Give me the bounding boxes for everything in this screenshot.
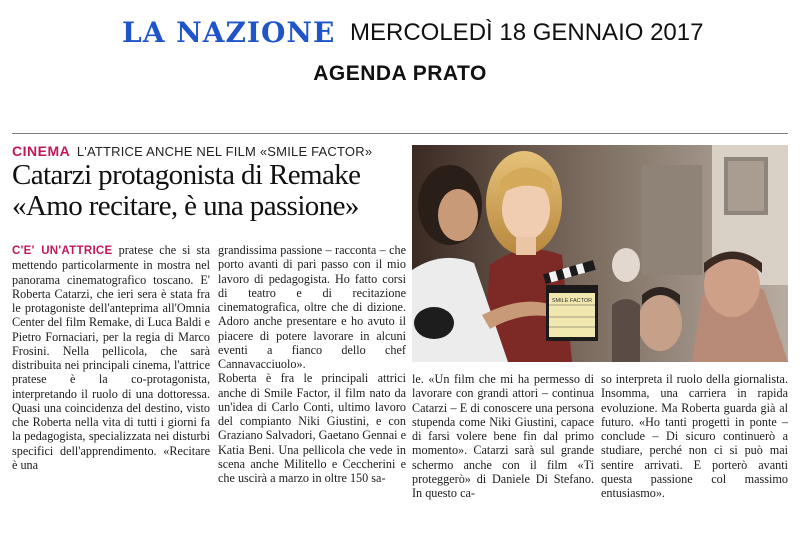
issue-date: MERCOLEDÌ 18 GENNAIO 2017 bbox=[350, 19, 704, 46]
column-1-text: pratese che si sta mettendo particolarmente in mostra nel panorama cinematografico toscano. E' Roberta Catarzi, che ieri sera è stata fra le protagoniste dell'anteprima all'Omnia Center del film Remake, di Luca Baldi e Pietro Fornaciari, per la regia di Marco Frosini. Nella pellicola, che sarà distribuita nei principali cinema, l'attrice pratese è la co-protagonista, interpretando il ruolo di una dottoressa. Quasi una coincidenza del destino, visto che Roberta nella vita di tutti i giorni fa la pedagogista, specializzata nei disturbi specifici dell'apprendimento. «Recitare è una bbox=[12, 243, 211, 472]
newspaper-name: LA NAZIONE bbox=[122, 16, 336, 49]
body-column-2 bbox=[218, 243, 406, 485]
column-2-paragraph-2: Roberta è fra le principali attrici anche di Smile Factor, il film nato da un'idea di Carlo Conti, ultimo lavoro del compianto Niki Giustini, e con Graziano Salvadori, Gaetano Gennai e Katia Beni. Una pellicola che vede in scena anche Militello e Ceccherini e che uscirà a marzo in oltre 150 sa- bbox=[218, 371, 406, 485]
article-kicker bbox=[12, 143, 372, 159]
body-column-3 bbox=[412, 372, 594, 500]
column-3-text: le. «Un film che mi ha permesso di lavorare con grandi attori – continua Catarzi – E di conoscere una persona stupenda come Niki Giustini, capace di farsi volere bene fin dal primo momento». Catarzi sarà sul grande schermo anche con il film «Ti proteggerò» di Daniele Di Stefano. In questo ca- bbox=[412, 372, 594, 500]
article-photo bbox=[412, 145, 788, 362]
kicker-tag: CINEMA bbox=[12, 143, 71, 159]
article-headline bbox=[12, 160, 408, 222]
headline-line-2: «Amo recitare, è una passione» bbox=[12, 190, 359, 222]
lead-in: C'E' UN'ATTRICE bbox=[12, 245, 113, 257]
body-paragraph bbox=[12, 243, 210, 472]
headline-line-1: Catarzi protagonista di Remake bbox=[12, 159, 361, 191]
column-2-paragraph-1: grandissima passione – racconta – che porto avanti di pari passo con il mio lavoro di pedagogista. Ho fatto corsi di teatro e di recitazione cinematografica, oltre che di dizione. Adoro anche presentare e ho avuto il piacere di potere lavorare in alcuni eventi a fianco dello chef Cannavacciuolo». bbox=[218, 243, 406, 371]
body-column-1 bbox=[12, 243, 210, 472]
body-column-4 bbox=[601, 372, 788, 500]
section-title: AGENDA PRATO bbox=[313, 62, 487, 85]
column-4-text: so interpreta il ruolo della giornalista. Insomma, una carriera in rapida evoluzione. Ma Roberta guarda già al futuro. «Ho tanti progetti in ponte – conclude – Di sicuro continuerò a studiare, perché non ci si può mai sentire arrivati. E porterò avanti questa passione col massimo entusiasmo». bbox=[601, 372, 788, 500]
top-rule bbox=[12, 133, 788, 134]
clapper-text: SMILE FACTOR bbox=[551, 298, 593, 304]
kicker-subtitle: L'ATTRICE ANCHE NEL FILM «SMILE FACTOR» bbox=[76, 144, 373, 159]
film-set-photo bbox=[412, 145, 788, 362]
masthead bbox=[0, 14, 800, 54]
